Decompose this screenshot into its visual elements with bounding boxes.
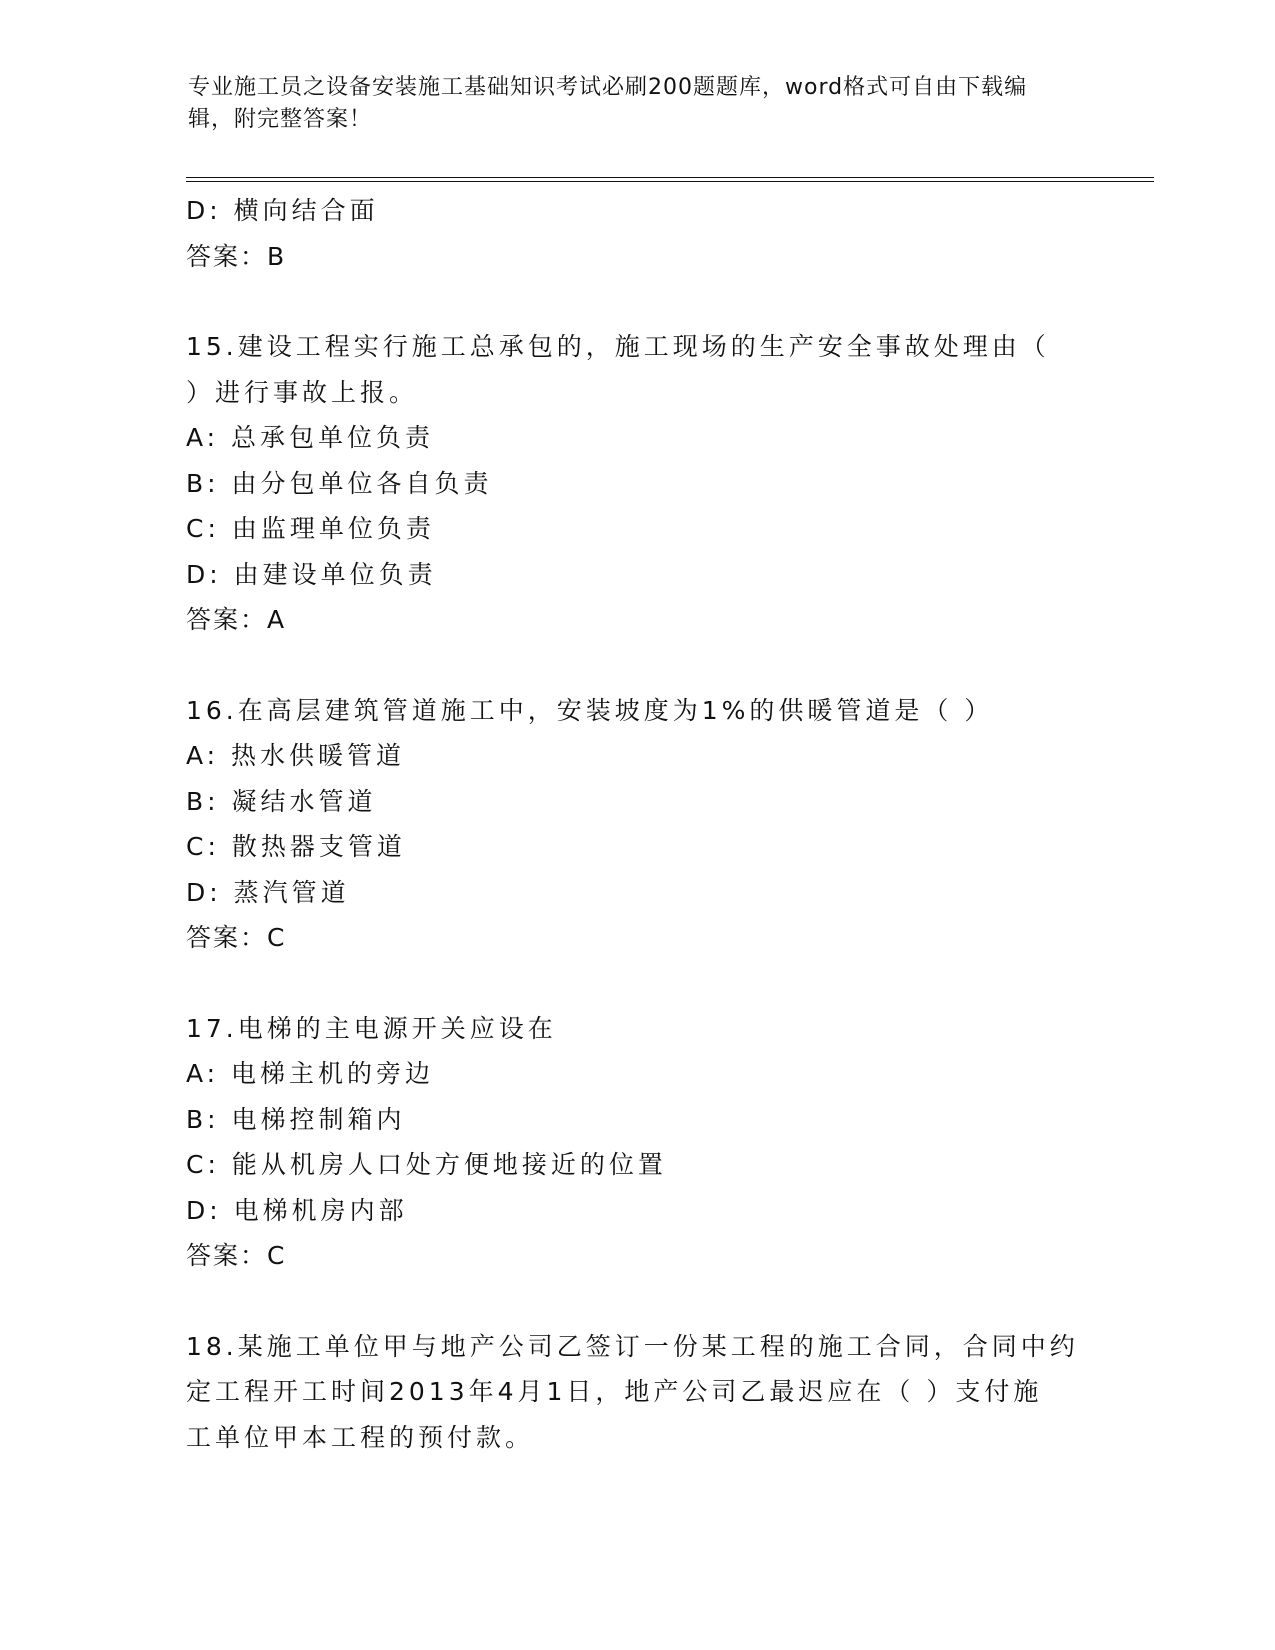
- header-divider-bottom: [186, 181, 1154, 182]
- option-d: D: 由建设单位负责: [186, 559, 437, 589]
- option-b: B: 由分包单位各自负责: [186, 468, 493, 498]
- question-content: [186, 188, 1086, 1460]
- header-divider-top: [186, 177, 1154, 178]
- answer-label: 答案：C: [186, 923, 287, 952]
- question-15: [186, 324, 1086, 643]
- option-c: C: 由监理单位负责: [186, 514, 435, 543]
- option-d: D: 蒸汽管道: [186, 877, 350, 907]
- question-text: 16.在高层建筑管道施工中，安装坡度为1%的供暖管道是（ ）: [186, 695, 994, 725]
- question-text-continued: ）进行事故上报。: [186, 377, 419, 407]
- option-d: D: 横向结合面: [186, 196, 379, 225]
- question-text-continued: 工单位甲本工程的预付款。: [186, 1422, 535, 1452]
- document-header: 专业施工员之设备安装施工基础知识考试必刷200题题库，word格式可自由下载编辑，附完整答案！: [188, 75, 1028, 132]
- question-16: [186, 688, 1086, 961]
- question-18: [186, 1324, 1086, 1461]
- answer-label: 答案：A: [186, 605, 287, 634]
- option-b: B: 凝结水管道: [186, 786, 377, 816]
- question-17: [186, 1006, 1086, 1279]
- option-c: C: 散热器支管道: [186, 832, 406, 861]
- option-a: A: 电梯主机的旁边: [186, 1059, 435, 1088]
- question-text-continued: 定工程开工时间2013年4月1日，地产公司乙最迟应在（ ）支付施: [186, 1377, 1043, 1406]
- option-c: C: 能从机房人口处方便地接近的位置: [186, 1150, 667, 1179]
- option-d: D: 电梯机房内部: [186, 1195, 408, 1225]
- question-text: 18.某施工单位甲与地产公司乙签订一份某工程的施工合同，合同中约: [186, 1331, 1079, 1361]
- answer-label: 答案：C: [186, 1241, 287, 1270]
- option-b: B: 电梯控制箱内: [186, 1104, 406, 1134]
- option-a: A: 总承包单位负责: [186, 423, 435, 452]
- answer-label: 答案：B: [186, 241, 287, 271]
- option-a: A: 热水供暖管道: [186, 741, 406, 770]
- question-text: 15.建设工程实行施工总承包的，施工现场的生产安全事故处理由（: [186, 332, 1050, 361]
- question-text: 17.电梯的主电源开关应设在: [186, 1013, 557, 1043]
